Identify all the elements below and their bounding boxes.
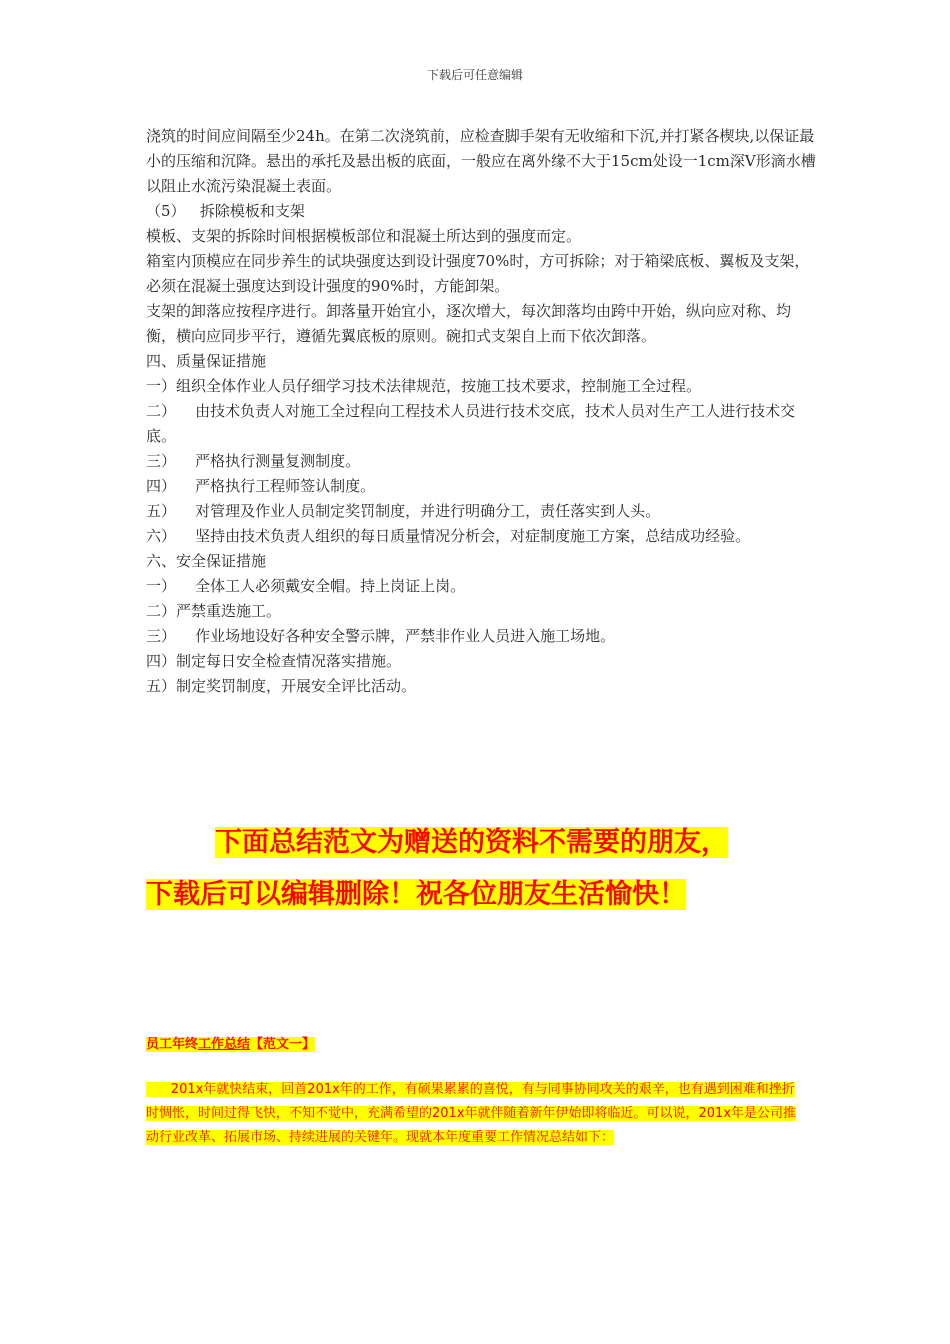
essay-title-link[interactable]: 工作总结 — [198, 1037, 251, 1052]
promo-banner-line-2 — [146, 872, 826, 911]
paragraph: 模板、支架的拆除时间根据模板部位和混凝土所达到的强度而定。 — [146, 227, 582, 245]
list-item: 三） 作业场地设好各种安全警示牌，严禁非作业人员进入施工场地。 — [146, 627, 616, 645]
document-body — [146, 124, 816, 699]
list-item: 四）制定每日安全检查情况落实措施。 — [146, 652, 402, 670]
promo-banner-line-1 — [215, 820, 895, 859]
page-header: 下载后可任意编辑 — [426, 68, 523, 82]
essay-title-prefix: 员工年终 — [146, 1037, 199, 1052]
list-item: 二）严禁重迭施工。 — [146, 602, 282, 620]
list-item: 六） 坚持由技术负责人组织的每日质量情况分析会，对症制度施工方案，总结成功经验。 — [146, 527, 751, 545]
list-item: 四） 严格执行工程师签认制度。 — [146, 477, 376, 495]
essay-body — [146, 1078, 806, 1150]
essay-title-suffix: 【范文一】 — [250, 1037, 316, 1052]
list-item: 一） 全体工人必须戴安全帽。持上岗证上岗。 — [146, 577, 466, 595]
section-heading: （5） 拆除模板和支架 — [146, 202, 305, 220]
paragraph: 支架的卸落应按程序进行。卸落量开始宜小，逐次增大，每次卸落均由跨中开始，纵向应对称、均衡，横向应同步平行，遵循先翼底板的原则。碗扣式支架自上而下依次卸落。 — [146, 302, 792, 345]
list-item: 五）制定奖罚制度，开展安全评比活动。 — [146, 677, 417, 695]
section-heading: 六、安全保证措施 — [146, 552, 267, 570]
section-heading: 四、质量保证措施 — [146, 352, 267, 370]
list-item: 五） 对管理及作业人员制定奖罚制度，并进行明确分工，责任落实到人头。 — [146, 502, 661, 520]
essay-title — [146, 1033, 315, 1052]
promo-banner-text-2: 下载后可以编辑删除！祝各位朋友生活愉快！ — [146, 879, 686, 910]
paragraph: 浇筑的时间应间隔至少24h。在第二次浇筑前，应检查脚手架有无收缩和下沉,并打紧各楔块,以保证最小的压缩和沉降。悬出的承托及悬出板的底面，一般应在离外缘不大于15cm处设一1cm深V形滴水槽以阻止水流污染混凝土表面。 — [146, 127, 816, 195]
list-item: 一）组织全体作业人员仔细学习技术法律规范，按施工技术要求，控制施工全过程。 — [146, 377, 702, 395]
list-item: 二） 由技术负责人对施工全过程向工程技术人员进行技术交底，技术人员对生产工人进行技术交底。 — [146, 402, 796, 445]
list-item: 三） 严格执行测量复测制度。 — [146, 452, 361, 470]
essay-paragraph: 201x年就快结束，回首201x年的工作，有硕果累累的喜悦，有与同事协同攻关的艰辛，也有遇到困难和挫折时惆怅，时间过得飞快，不知不觉中，充满希望的201x年就伴随着新年伊始即将临近。可以说，201x年是公司推动行业改革、拓展市场、持续进展的关键年。现就本年度重要工作情况总结如下： — [146, 1082, 797, 1145]
promo-banner-text-1: 下面总结范文为赠送的资料不需要的朋友， — [215, 827, 728, 858]
paragraph: 箱室内顶模应在同步养生的试块强度达到设计强度70%时，方可拆除；对于箱梁底板、翼板及支架，必须在混凝土强度达到设计强度的90%时，方能卸架。 — [146, 252, 810, 295]
